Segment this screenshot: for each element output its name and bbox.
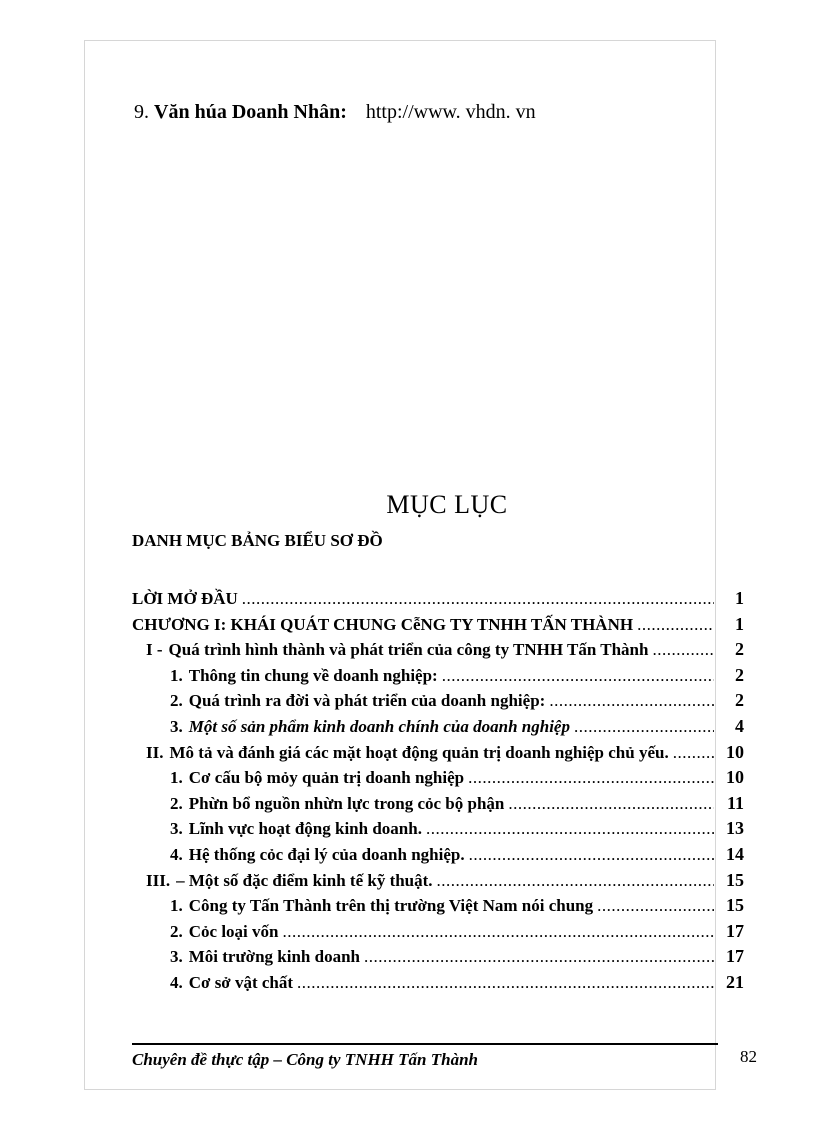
toc-entry[interactable] (132, 588, 744, 614)
toc-entry[interactable] (132, 818, 744, 844)
toc-leader (468, 768, 714, 788)
toc-entry[interactable] (132, 742, 744, 768)
toc-entry-text: – Một số đặc điểm kinh tế kỹ thuật. (176, 870, 433, 890)
toc-entry-text: Quá trình ra đời và phát triển của doanh nghiệp: (188, 691, 546, 711)
toc-entry-page: 1 (735, 588, 744, 608)
toc-entry-text: LỜI MỞ ĐẦU (132, 589, 238, 608)
toc-entry-page: 10 (726, 767, 744, 788)
toc-entry[interactable] (132, 614, 744, 640)
footer-rule (132, 1043, 718, 1045)
toc-entry-number: 3. (170, 819, 183, 839)
toc-entry-page: 15 (726, 869, 744, 890)
toc-entry[interactable] (132, 921, 744, 947)
toc-entry-text: Môi trường kinh doanh (188, 947, 360, 967)
toc-entry-page: 17 (726, 920, 744, 941)
toc-entry-number: 1. (170, 665, 183, 685)
toc-leader (437, 871, 714, 891)
toc-leader (637, 615, 714, 635)
toc-entry-page: 2 (735, 664, 744, 685)
toc-entry-text: CHƯƠNG I: KHÁI QUÁT CHUNG CễNG TY TNHH TẤN THÀNH (132, 614, 634, 634)
toc-entry-number: 4. (170, 972, 183, 992)
toc-title: MỤC LỤC (386, 490, 508, 519)
table-of-contents (132, 588, 744, 998)
toc-entry-page: 2 (735, 639, 744, 660)
toc-entry[interactable] (132, 690, 744, 716)
toc-entry-page: 13 (726, 818, 744, 839)
toc-entry-text: Lĩnh vực hoạt động kinh doanh. (188, 819, 422, 839)
toc-entry[interactable] (132, 870, 744, 896)
toc-leader (282, 922, 714, 942)
reference-url[interactable]: http://www. vhdn. vn (365, 101, 536, 123)
toc-leader (297, 973, 714, 993)
reference-source: Văn húa Doanh Nhân: (154, 101, 347, 123)
toc-entry-text: Quá trình hình thành và phát triển của công ty TNHH Tấn Thành (168, 640, 649, 660)
toc-entry-number: I - (146, 640, 163, 660)
toc-entry-number: 2. (170, 921, 183, 941)
toc-entry[interactable] (132, 844, 744, 870)
toc-entry-number: 4. (170, 844, 183, 864)
reference-line (134, 101, 536, 124)
toc-entry[interactable] (132, 639, 744, 665)
toc-entry[interactable] (132, 793, 744, 819)
toc-entry-number: 2. (170, 793, 183, 813)
toc-leader (673, 743, 714, 763)
toc-entry[interactable] (132, 895, 744, 921)
toc-entry[interactable] (132, 716, 744, 742)
footer-text: Chuyên đề thực tập – Công ty TNHH Tấn Thành (132, 1050, 478, 1069)
toc-entry-number: III. (146, 870, 171, 890)
toc-entry-page: 11 (726, 792, 744, 813)
toc-entry-text: Cỏc loại vốn (188, 921, 279, 941)
toc-entry-page: 1 (735, 613, 744, 634)
list-heading: DANH MỤC BẢNG BIỂU SƠ ĐỒ (132, 531, 383, 550)
toc-entry-page: 21 (726, 971, 744, 992)
toc-entry-page: 17 (726, 946, 744, 967)
toc-leader (469, 845, 714, 865)
toc-leader (652, 640, 714, 660)
toc-leader (442, 666, 714, 686)
toc-entry-page: 15 (726, 895, 744, 916)
toc-entry-text: Mô tả và đánh giá các mặt hoạt động quản trị doanh nghiệp chủ yếu. (169, 742, 669, 762)
toc-entry-page: 2 (735, 690, 744, 711)
toc-entry-number: 1. (170, 768, 183, 788)
toc-entry-text: Thông tin chung về doanh nghiệp: (188, 665, 438, 685)
toc-entry-page: 14 (726, 843, 744, 864)
toc-leader (549, 691, 714, 711)
toc-entry-text: Phừn bổ nguồn nhừn lực trong cỏc bộ phận (188, 793, 505, 813)
toc-entry-number: 3. (170, 947, 183, 967)
toc-entry[interactable] (132, 946, 744, 972)
toc-leader (508, 794, 714, 814)
toc-entry-text: Cơ sở vật chất (188, 972, 294, 992)
toc-entry-text: Cơ cấu bộ mỏy quản trị doanh nghiệp (188, 768, 465, 788)
toc-entry-text: Công ty Tấn Thành trên thị trường Việt Nam nói chung (188, 896, 594, 916)
toc-leader (426, 819, 714, 839)
toc-leader (574, 717, 714, 737)
toc-entry-number: 2. (170, 691, 183, 711)
toc-entry[interactable] (132, 972, 744, 998)
toc-entry-page: 10 (726, 741, 744, 762)
toc-entry-text: Hệ thống cỏc đại lý của doanh nghiệp. (188, 844, 465, 864)
toc-entry[interactable] (132, 665, 744, 691)
toc-entry-page: 4 (735, 715, 744, 736)
toc-entry-text: Một số sản phẩm kinh doanh chính của doanh nghiệp (188, 716, 570, 736)
toc-entry-number: 3. (170, 716, 183, 736)
toc-entry[interactable] (132, 767, 744, 793)
reference-number: 9. (134, 101, 149, 123)
toc-entry-number: 1. (170, 896, 183, 916)
page-number: 82 (740, 1047, 757, 1066)
toc-leader (597, 896, 714, 916)
toc-entry-number: II. (146, 742, 164, 762)
toc-leader (242, 589, 714, 609)
toc-leader (364, 947, 714, 967)
